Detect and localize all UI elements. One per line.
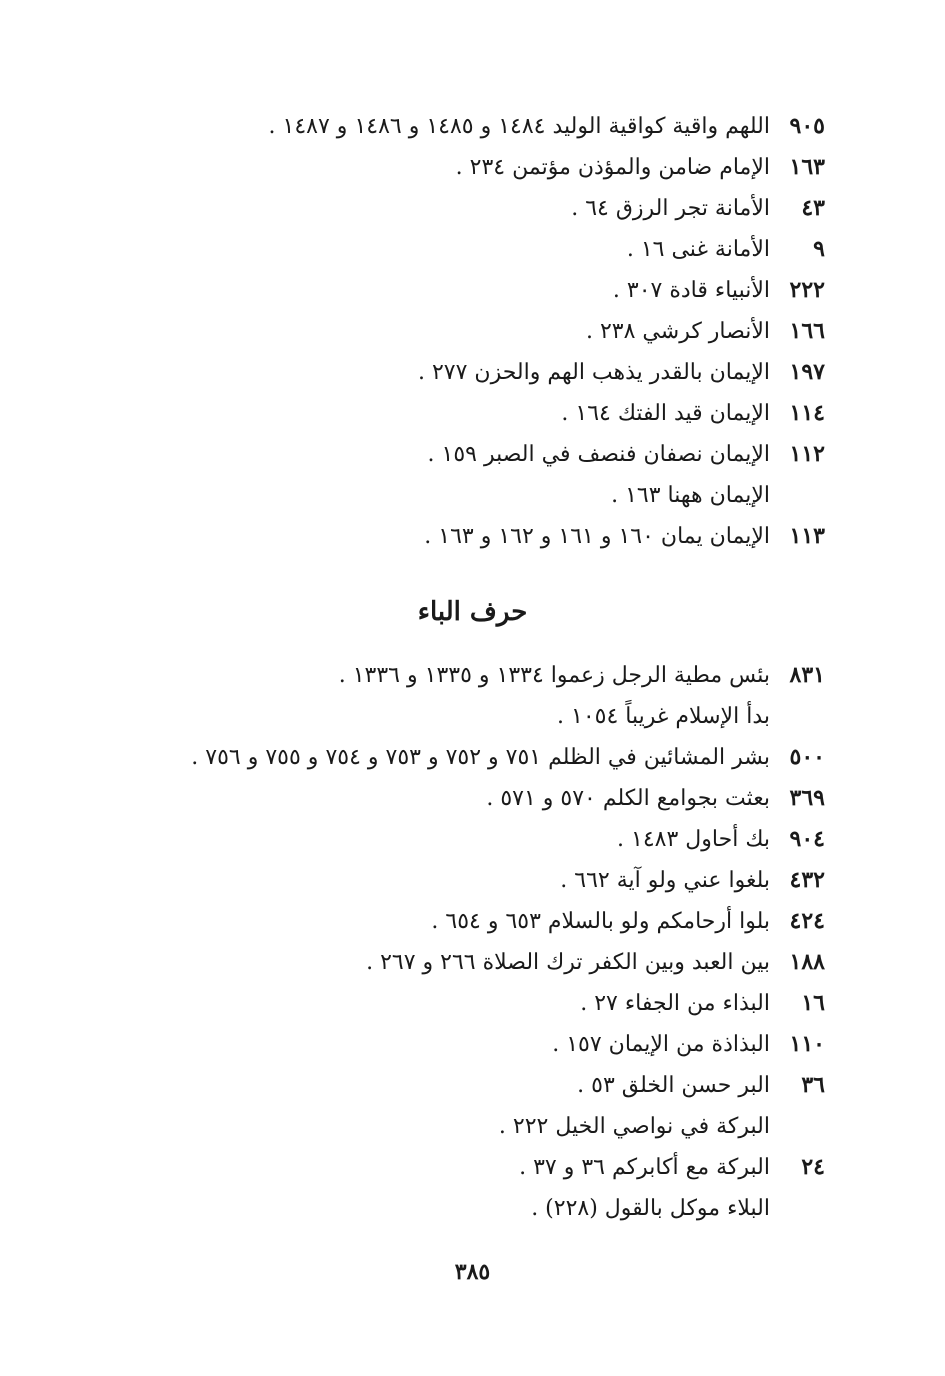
entry-number: ١٦٣ <box>789 154 825 180</box>
index-entry <box>0 475 945 516</box>
entry-text: الإيمان قيد الفتك ١٦٤ . <box>561 401 770 426</box>
entry-number: ٤٣ <box>801 195 825 221</box>
index-entry <box>0 737 945 778</box>
entry-number: ١١٣ <box>789 523 825 549</box>
entry-text: البذاذة من الإيمان ١٥٧ . <box>552 1032 770 1057</box>
entry-number: ٢٤ <box>801 1154 825 1180</box>
entry-number: ٨٣١ <box>789 662 825 688</box>
entry-number: ٩ <box>813 236 825 262</box>
index-entry <box>0 942 945 983</box>
entry-number: ١٦ <box>801 990 825 1016</box>
entry-number: ١٨٨ <box>789 949 825 975</box>
entry-text: بلغوا عني ولو آية ٦٦٢ . <box>560 868 770 893</box>
entry-text: الإيمان ههنا ١٦٣ . <box>611 483 770 508</box>
index-entry <box>0 983 945 1024</box>
index-entry <box>0 352 945 393</box>
entry-text: بعثت بجوامع الكلم ٥٧٠ و ٥٧١ . <box>486 786 770 811</box>
entry-text: اللهم واقية كواقية الوليد ١٤٨٤ و ١٤٨٥ و ١٤٨٦ و ١٤٨٧ . <box>268 114 770 139</box>
index-section-ba <box>0 655 945 1229</box>
index-entry <box>0 1147 945 1188</box>
entry-text: الإيمان بالقدر يذهب الهم والحزن ٢٧٧ . <box>417 360 770 385</box>
entry-number: ١١٢ <box>789 441 825 467</box>
index-entry <box>0 1106 945 1147</box>
entry-number: ١٩٧ <box>789 359 825 385</box>
entry-number: ٤٢٤ <box>789 908 825 934</box>
index-entry <box>0 147 945 188</box>
index-entry <box>0 434 945 475</box>
entry-number: ١١٤ <box>789 400 825 426</box>
index-entry <box>0 655 945 696</box>
entry-number: ٩٠٥ <box>789 113 825 139</box>
entry-number: ٣٦٩ <box>789 785 825 811</box>
entry-text: بك أحاول ١٤٨٣ . <box>617 827 770 852</box>
entry-text: الأمانة غنى ١٦ . <box>626 237 770 262</box>
entry-number: ١١٠ <box>789 1031 825 1057</box>
entry-number: ٣٦ <box>801 1072 825 1098</box>
entry-text: بين العبد وبين الكفر ترك الصلاة ٢٦٦ و ٢٦٧ . <box>366 950 770 975</box>
index-entry <box>0 270 945 311</box>
index-entry <box>0 1188 945 1229</box>
index-section-alif <box>0 106 945 557</box>
index-entry <box>0 393 945 434</box>
index-entry <box>0 901 945 942</box>
index-entry <box>0 516 945 557</box>
entry-number: ٤٣٢ <box>789 867 825 893</box>
index-entry <box>0 819 945 860</box>
index-entry <box>0 778 945 819</box>
section-heading: حرف الباء <box>417 597 528 627</box>
entry-text: بئس مطية الرجل زعموا ١٣٣٤ و ١٣٣٥ و ١٣٣٦ . <box>338 663 770 688</box>
index-entry <box>0 1065 945 1106</box>
index-entry <box>0 106 945 147</box>
entry-number: ٥٠٠ <box>789 744 825 770</box>
entry-text: البر حسن الخلق ٥٣ . <box>577 1073 770 1098</box>
entry-text: بدأ الإسلام غريباً ١٠٥٤ . <box>557 704 770 729</box>
entry-text: البلاء موكل بالقول (٢٢٨) . <box>531 1196 770 1221</box>
entry-text: الإيمان نصفان فنصف في الصبر ١٥٩ . <box>427 442 770 467</box>
entry-number: ٢٢٢ <box>789 277 825 303</box>
entry-text: الأنصار كرشي ٢٣٨ . <box>585 319 770 344</box>
entry-number: ١٦٦ <box>789 318 825 344</box>
index-entry <box>0 860 945 901</box>
entry-text: الأنبياء قادة ٣٠٧ . <box>612 278 770 303</box>
entry-text: الإمام ضامن والمؤذن مؤتمن ٢٣٤ . <box>455 155 770 180</box>
entry-text: بلوا أرحامكم ولو بالسلام ٦٥٣ و ٦٥٤ . <box>431 909 770 934</box>
entry-number: ٩٠٤ <box>789 826 825 852</box>
entry-text: البركة في نواصي الخيل ٢٢٢ . <box>498 1114 770 1139</box>
index-entry <box>0 188 945 229</box>
page-number: ٣٨٥ <box>454 1259 491 1285</box>
index-entry <box>0 696 945 737</box>
entry-text: البذاء من الجفاء ٢٧ . <box>580 991 770 1016</box>
entry-text: الإيمان يمان ١٦٠ و ١٦١ و ١٦٢ و ١٦٣ . <box>424 524 770 549</box>
index-entry <box>0 1024 945 1065</box>
index-entry <box>0 229 945 270</box>
entry-text: الأمانة تجر الرزق ٦٤ . <box>571 196 770 221</box>
entry-text: البركة مع أكابركم ٣٦ و ٣٧ . <box>519 1155 770 1180</box>
entry-text: بشر المشائين في الظلم ٧٥١ و ٧٥٢ و ٧٥٣ و ٧٥٤ و ٧٥٥ و ٧٥٦ . <box>191 745 770 770</box>
index-entry <box>0 311 945 352</box>
